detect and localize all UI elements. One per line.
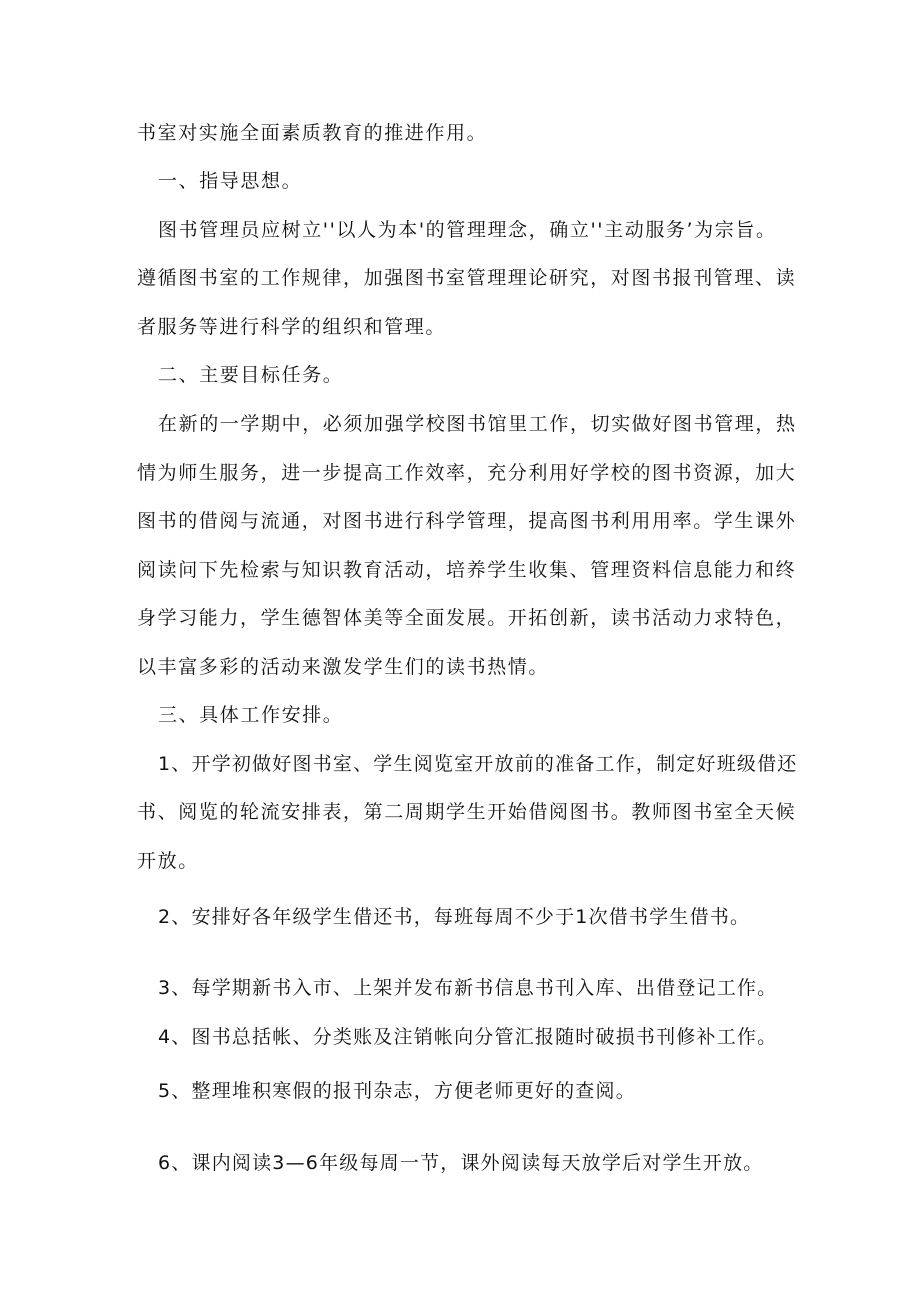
paragraph-line: 遵循图书室的工作规律，加强图书室管理理论研究，对图书报刊管理、读 <box>137 267 797 289</box>
section-heading-main-goals: 二、主要目标任务。 <box>158 364 344 386</box>
list-item-1: 1、开学初做好图书室、学生阅览室开放前的准备工作，制定好班级借还 <box>158 753 798 775</box>
paragraph-line: 情为师生服务，进一步提高工作效率，充分利用好学校的图书资源，加大 <box>137 462 797 484</box>
list-item-6: 6、课内阅读3—6年级每周一节，课外阅读每天放学后对学生开放。 <box>158 1152 764 1174</box>
paragraph-line: 阅读问下先检索与知识教育活动，培养学生收集、管理资料信息能力和终 <box>137 559 797 581</box>
list-item-2: 2、安排好各年级学生借还书，每班每周不少于1次借书学生借书。 <box>158 906 751 928</box>
paragraph-line: 以丰富多彩的活动来激发学生们的读书热情。 <box>137 656 550 678</box>
list-item-3: 3、每学期新书入市、上架并发布新书信息书刊入库、出借登记工作。 <box>158 977 778 999</box>
section-heading-guiding-thought: 一、指导思想。 <box>158 170 303 192</box>
paragraph-line: 图书管理员应树立''以人为本'的管理理念，确立''主动服务’为宗旨。 <box>158 219 777 241</box>
list-item-4: 4、图书总括帐、分类账及注销帐向分管汇报随时破损书刊修补工作。 <box>158 1026 778 1048</box>
section-heading-work-arrangement: 三、具体工作安排。 <box>158 704 344 726</box>
list-item-5: 5、整理堆积寒假的报刊杂志，方便老师更好的查阅。 <box>158 1080 636 1102</box>
paragraph-continuation: 书室对实施全面素质教育的推进作用。 <box>137 122 488 144</box>
paragraph-line: 身学习能力，学生德智体美等全面发展。开拓创新，读书活动力求特色， <box>137 607 797 629</box>
list-item-1-continuation: 开放。 <box>137 850 199 872</box>
paragraph-line: 在新的一学期中，必须加强学校图书馆里工作，切实做好图书管理，热 <box>158 413 797 435</box>
paragraph-line: 者服务等进行科学的组织和管理。 <box>137 316 447 338</box>
paragraph-line: 图书的借阅与流通，对图书进行科学管理，提高图书利用用率。学生课外 <box>137 510 797 532</box>
list-item-1-continuation: 书、阅览的轮流安排表，第二周期学生开始借阅图书。教师图书室全天候 <box>137 801 797 823</box>
